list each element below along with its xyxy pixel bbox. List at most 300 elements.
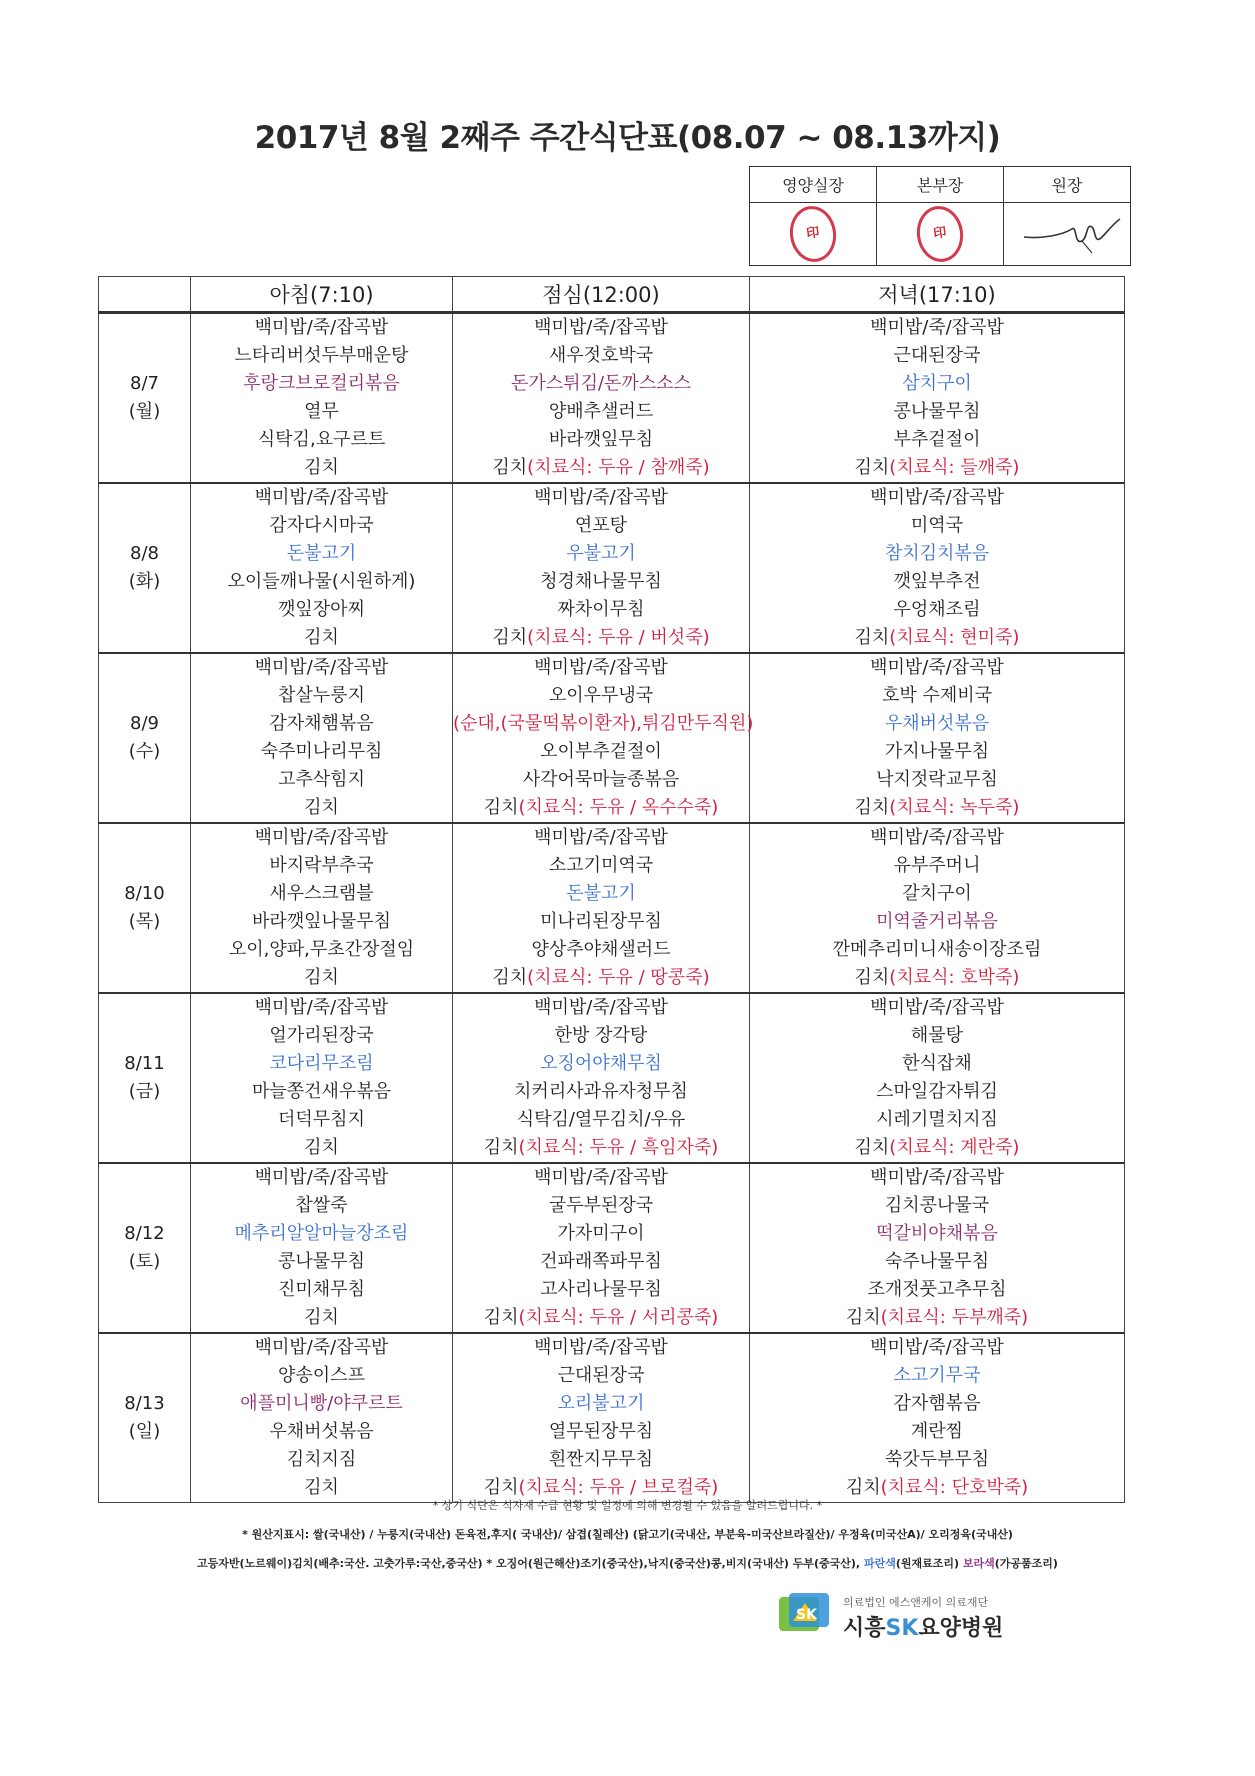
approval-header-chief: 원장 [1004,167,1131,203]
lunch-cell [453,823,750,993]
menu-item [191,794,452,822]
menu-item-text: 돈불고기 [286,543,357,564]
menu-item [191,1334,452,1362]
menu-item-text: 김치 [854,967,890,988]
therapeutic-note: (치료식: 두부깨죽) [880,1307,1029,1328]
date-label: 8/10 [124,883,165,904]
menu-item [453,1220,749,1248]
menu-item-text: 후랑크브로컬리볶음 [243,373,400,394]
menu-item-text: 김치 [854,1137,890,1158]
menu-item [191,654,452,682]
menu-item [453,1390,749,1418]
hospital-logo-icon [775,1591,833,1637]
menu-item [453,766,749,794]
stamp-icon: 印 [913,203,966,265]
menu-item [191,370,452,398]
menu-item [750,994,1124,1022]
menu-item [750,682,1124,710]
menu-item [191,766,452,794]
menu-item [750,624,1124,652]
menu-item [750,880,1124,908]
menu-item-text: 백미밥/죽/잡곡밥 [534,827,668,848]
menu-item [453,1304,749,1332]
menu-item-text: 깐메추리미니새송이장조림 [832,939,1042,960]
menu-item-text: 바지락부추국 [269,855,374,876]
menu-item [750,1276,1124,1304]
menu-item [191,1248,452,1276]
date-label: 8/11 [124,1053,165,1074]
change-notice: * 상기 식단은 식자재 수급 현황 및 일정에 의해 변경될 수 있음을 알려드립니다. * [432,1499,823,1512]
menu-item-text: 소고기무국 [893,1365,981,1386]
menu-item-text: 미역줄거리볶음 [876,911,998,932]
menu-item [191,454,452,482]
menu-item [453,342,749,370]
menu-item-text: 낙지젓락교무침 [876,769,998,790]
menu-item [191,540,452,568]
menu-item-text: 열무된장무침 [548,1421,654,1442]
dinner-cell [750,1163,1125,1333]
day-cell [99,823,191,993]
menu-item [191,596,452,624]
menu-item-text: 오징어야채무침 [540,1053,662,1074]
menu-item [750,1106,1124,1134]
header-dinner: 저녁(17:10) [750,277,1125,313]
menu-item-text: 근대된장국 [557,1365,645,1386]
menu-item [191,852,452,880]
menu-item [453,624,749,652]
menu-item [191,880,452,908]
dinner-cell [750,483,1125,653]
lunch-cell [453,483,750,653]
menu-item [453,1362,749,1390]
menu-item-text: 깻잎장아찌 [278,599,365,620]
menu-item-text: (순대,(국물떡볶이환자),튀김만두직원) [453,713,754,734]
menu-item [191,624,452,652]
menu-item [191,936,452,964]
menu-item-text: 김치 [304,457,339,478]
menu-item-text: 우채버섯볶음 [269,1421,374,1442]
menu-item [453,1050,749,1078]
menu-item-text: 백미밥/죽/잡곡밥 [534,1167,668,1188]
menu-item [750,426,1124,454]
dinner-cell [750,313,1125,484]
menu-item-text: 우엉채조림 [893,599,981,620]
menu-item-text: 돈불고기 [566,883,636,904]
menu-item [191,682,452,710]
menu-item [453,994,749,1022]
menu-item-text: 고사리나물무침 [540,1279,662,1300]
menu-item-text: 호박 수제비국 [881,685,993,706]
menu-item-text: 양상추야채샐러드 [531,939,671,960]
menu-item-text: 참치김치볶음 [884,543,990,564]
breakfast-cell [191,823,453,993]
breakfast-cell [191,993,453,1163]
approval-header-director: 본부장 [877,167,1004,203]
menu-item [750,398,1124,426]
menu-item-text: 김치 [854,797,890,818]
weekday-label: (수) [128,741,161,762]
origin-label-line2 [0,1555,1255,1571]
menu-item-text: 김치 [304,627,339,648]
menu-item [191,1192,452,1220]
menu-item-text: 백미밥/죽/잡곡밥 [254,1167,389,1188]
menu-item-text: 오이부추겉절이 [540,741,662,762]
day-row [99,313,1125,484]
hospital-name-post: 요양병원 [918,1616,1004,1641]
menu-item [191,908,452,936]
menu-item-text: 감자채햄볶음 [269,713,374,734]
menu-item-text: 김치 [845,1477,881,1498]
menu-item-text: 감자햄볶음 [893,1393,981,1414]
menu-item-text: 가자미구이 [557,1223,645,1244]
menu-item-text: 김치 [845,1307,881,1328]
menu-item [750,964,1124,992]
menu-item [750,1334,1124,1362]
menu-item-text: 돈가스튀김/돈까스소스 [511,373,691,394]
menu-item-text: 한방 장각탕 [554,1025,648,1046]
menu-item-text: 백미밥/죽/잡곡밥 [254,997,389,1018]
day-cell [99,653,191,823]
menu-item-text: 백미밥/죽/잡곡밥 [870,487,1004,508]
menu-item [453,568,749,596]
breakfast-cell [191,1163,453,1333]
menu-item [750,936,1124,964]
menu-item-text: 김치 [304,967,339,988]
menu-item [453,540,749,568]
menu-item [191,738,452,766]
legend-purple-desc: (가공품조리) [994,1557,1058,1570]
menu-item-text: 해물탕 [910,1025,964,1046]
menu-item-text: 조개젓풋고추무침 [867,1279,1007,1300]
legend-purple: 보라색 [962,1557,995,1570]
menu-table [98,276,1125,1503]
menu-item-text: 김치 [492,967,528,988]
menu-item-text: 오이들깨나물(시원하게) [227,571,416,592]
menu-item-text: 백미밥/죽/잡곡밥 [534,317,668,338]
origin-line2-text: 고등자반(노르웨이)김치(배추:국산. 고춧가루:국산,중국산) * 오징어(원근해산)조기(중국산),낙지(중국산)콩,비지(국내산) 두부(중국산), [197,1557,864,1570]
weekday-label: (일) [128,1421,161,1442]
menu-item [750,908,1124,936]
menu-item [191,342,452,370]
menu-item-text: 백미밥/죽/잡곡밥 [534,997,668,1018]
menu-item-text: 가지나물무침 [884,741,990,762]
hospital-name-pre: 시흥 [843,1616,886,1641]
weekday-label: (목) [128,911,161,932]
menu-item-text: 계란찜 [910,1421,964,1442]
menu-item-text: 시레기멸치지짐 [876,1109,998,1130]
menu-item-text: 바라깻잎나물무침 [251,911,392,932]
dinner-cell [750,993,1125,1163]
menu-item [453,1164,749,1192]
menu-item-text: 김치 [304,1477,339,1498]
dinner-cell [750,653,1125,823]
menu-item-text: 백미밥/죽/잡곡밥 [870,317,1004,338]
therapeutic-note: (치료식: 두유 / 브로컬죽) [518,1477,719,1498]
menu-item-text: 오이,양파,무초간장절임 [228,939,415,960]
menu-item [191,568,452,596]
menu-item-text: 양배추샐러드 [548,401,654,422]
menu-item [191,1418,452,1446]
therapeutic-note: (치료식: 녹두죽) [889,797,1020,818]
menu-item [750,852,1124,880]
menu-item [750,512,1124,540]
menu-item-text: 찹쌀죽 [295,1195,348,1216]
date-label: 8/7 [130,373,159,394]
menu-item [453,936,749,964]
menu-item-text: 짜차이무침 [557,599,645,620]
menu-item-text: 진미채무침 [278,1279,365,1300]
menu-item [191,1390,452,1418]
menu-item [453,1134,749,1162]
day-row [99,1163,1125,1333]
menu-item [750,1248,1124,1276]
menu-item-text: 우불고기 [566,543,636,564]
menu-item-text: 열무 [304,401,339,422]
menu-item-text: 근대된장국 [893,345,981,366]
day-cell [99,993,191,1163]
menu-item [750,738,1124,766]
menu-item-text: 백미밥/죽/잡곡밥 [254,1337,389,1358]
day-cell [99,1333,191,1503]
breakfast-cell [191,653,453,823]
menu-item [750,1050,1124,1078]
menu-item [453,710,754,738]
menu-item-text: 김치 [483,1307,519,1328]
menu-item [750,568,1124,596]
menu-item [191,710,452,738]
menu-item-text: 갈치구이 [902,883,972,904]
svg-text:SK: SK [796,1607,817,1623]
menu-item [453,880,749,908]
menu-item [750,1362,1124,1390]
date-label: 8/13 [124,1393,165,1414]
weekday-label: (토) [128,1251,161,1272]
menu-item [750,454,1124,482]
weekday-label: (금) [128,1081,161,1102]
stamp-icon: 印 [786,203,839,265]
menu-item [191,398,452,426]
menu-item [453,1446,749,1474]
lunch-cell [453,653,754,823]
menu-item-text: 부추겉절이 [893,429,981,450]
menu-item [453,824,749,852]
menu-item [750,1192,1124,1220]
menu-item-text: 오리불고기 [557,1393,645,1414]
menu-item-text: 김치 [492,457,528,478]
menu-item-text: 고추삭힘지 [278,769,365,790]
approval-sign-chief [1004,203,1131,266]
menu-item [750,1220,1124,1248]
menu-item [453,1078,749,1106]
menu-item [750,1164,1124,1192]
menu-item [750,314,1124,342]
menu-item-text: 마늘쫑건새우볶음 [251,1081,392,1102]
menu-item-text: 식탁김/열무김치/우유 [516,1109,686,1130]
menu-item [750,1304,1124,1332]
therapeutic-note: (치료식: 계란죽) [889,1137,1020,1158]
menu-item [453,1418,749,1446]
day-row [99,823,1125,993]
menu-item-text: 더덕무침지 [278,1109,365,1130]
menu-item [750,1446,1124,1474]
menu-item-text: 김치 [483,1477,519,1498]
menu-item-text: 유부주머니 [893,855,981,876]
menu-item-text: 애플미니빵/야쿠르트 [240,1393,403,1414]
menu-item-text: 김치 [483,1137,519,1158]
menu-item-text: 김치 [492,627,528,648]
menu-item [191,1164,452,1192]
menu-item-text: 김치 [854,457,890,478]
menu-item-text: 치커리사과유자청무침 [514,1081,688,1102]
menu-item [453,596,749,624]
menu-item [750,654,1124,682]
menu-item-text: 깻잎부추전 [893,571,981,592]
menu-item-text: 미나리된장무침 [540,911,662,932]
menu-item-text: 굴두부된장국 [548,1195,654,1216]
signature-icon [1022,215,1122,255]
menu-item [453,654,749,682]
menu-item-text: 사각어묵마늘종볶음 [522,769,680,790]
header-lunch: 점심(12:00) [453,277,750,313]
menu-item-text: 한식잡채 [902,1053,972,1074]
legend-blue: 파란색 [863,1557,896,1570]
menu-item-text: 떡갈비야채볶음 [876,1223,998,1244]
menu-item [453,1334,749,1362]
menu-item [750,484,1124,512]
menu-item-text: 백미밥/죽/잡곡밥 [534,1337,668,1358]
menu-item-text: 숙주나물무침 [884,1251,990,1272]
menu-item-text: 김치콩나물국 [884,1195,990,1216]
menu-item [453,512,749,540]
menu-item [191,512,452,540]
approval-box [749,166,1131,266]
menu-item-text: 식탁김,요구르트 [257,429,386,450]
menu-item [453,682,749,710]
menu-item [453,426,749,454]
menu-item-text: 백미밥/죽/잡곡밥 [254,657,389,678]
menu-item [191,426,452,454]
menu-item-text: 백미밥/죽/잡곡밥 [870,657,1004,678]
menu-item [191,824,452,852]
menu-item-text: 건파래쪽파무침 [540,1251,662,1272]
menu-item [453,1276,749,1304]
hospital-foundation: 의료법인 에스앤케이 의료재단 [843,1596,989,1609]
menu-item-text: 메추리알알마늘장조림 [234,1223,409,1244]
day-row [99,993,1125,1163]
menu-item-text: 김치 [304,1137,339,1158]
menu-item-text: 양송이스프 [278,1365,365,1386]
menu-item [191,1050,452,1078]
menu-item [453,738,749,766]
menu-item [750,1134,1124,1162]
menu-item-text: 우채버섯볶음 [884,713,990,734]
day-cell [99,483,191,653]
dinner-cell [750,823,1125,993]
menu-item [191,1134,452,1162]
menu-item [453,1106,749,1134]
menu-item-text: 얼가리된장국 [269,1025,374,1046]
breakfast-cell [191,313,453,484]
menu-item [750,1418,1124,1446]
menu-item-text: 새우젓호박국 [548,345,654,366]
breakfast-cell [191,483,453,653]
menu-item [191,1106,452,1134]
lunch-cell [453,1333,750,1503]
approval-sign-director [877,203,1004,266]
menu-item-text: 김치지짐 [286,1449,357,1470]
header-breakfast: 아침(7:10) [191,277,453,313]
therapeutic-note: (치료식: 두유 / 땅콩죽) [527,967,710,988]
menu-item [750,794,1124,822]
menu-item-text: 백미밥/죽/잡곡밥 [254,317,389,338]
hospital-name-sk: SK [885,1616,919,1641]
day-row [99,483,1125,653]
menu-item [750,1022,1124,1050]
menu-item-text: 코다리무조림 [269,1053,374,1074]
menu-item [191,1022,452,1050]
therapeutic-note: (치료식: 들깨죽) [889,457,1020,478]
therapeutic-note: (치료식: 현미죽) [889,627,1020,648]
menu-item-text: 스마일감자튀김 [876,1081,998,1102]
menu-item [750,1390,1124,1418]
menu-item-text: 백미밥/죽/잡곡밥 [870,1337,1004,1358]
dinner-cell [750,1333,1125,1503]
menu-item-text: 백미밥/죽/잡곡밥 [534,487,668,508]
weekday-label: (화) [128,571,161,592]
therapeutic-note: (치료식: 두유 / 버섯죽) [527,627,710,648]
menu-item-text: 오이우무냉국 [548,685,654,706]
menu-item-text: 소고기미역국 [548,855,654,876]
menu-item [191,964,452,992]
menu-item-text: 바라깻잎무침 [548,429,654,450]
menu-item-text: 숙주미나리무침 [260,741,383,762]
menu-item [750,1078,1124,1106]
legend-blue-desc: (원재료조리) [895,1557,963,1570]
header-empty [99,277,191,313]
date-label: 8/9 [130,713,159,734]
menu-item [750,766,1124,794]
menu-item-text: 김치 [304,1307,339,1328]
menu-item [453,398,749,426]
menu-item-text: 김치 [483,797,519,818]
menu-item-text: 미역국 [910,515,964,536]
menu-item-text: 백미밥/죽/잡곡밥 [534,657,668,678]
day-row [99,1333,1125,1503]
menu-item-text: 김치 [304,797,339,818]
therapeutic-note: (치료식: 호박죽) [889,967,1020,988]
therapeutic-note: (치료식: 두유 / 참깨죽) [527,457,710,478]
menu-item-text: 쑥갓두부무침 [884,1449,990,1470]
menu-item [750,824,1124,852]
therapeutic-note: (치료식: 두유 / 서리콩죽) [518,1307,719,1328]
menu-item-text: 연포탕 [574,515,628,536]
menu-item [453,484,749,512]
therapeutic-note: (치료식: 두유 / 흑임자죽) [518,1137,719,1158]
menu-item-text: 느타리버섯두부매운탕 [234,345,409,366]
menu-item-text: 김치 [854,627,890,648]
menu-item [191,1220,452,1248]
menu-item-text: 백미밥/죽/잡곡밥 [870,827,1004,848]
menu-item [453,1022,749,1050]
date-label: 8/8 [130,543,159,564]
menu-item [191,1362,452,1390]
menu-item-text: 콩나물무침 [278,1251,365,1272]
menu-item-text: 백미밥/죽/잡곡밥 [254,827,389,848]
therapeutic-note: (치료식: 단호박죽) [880,1477,1029,1498]
menu-item [453,1248,749,1276]
menu-item [453,852,749,880]
menu-item [453,794,749,822]
